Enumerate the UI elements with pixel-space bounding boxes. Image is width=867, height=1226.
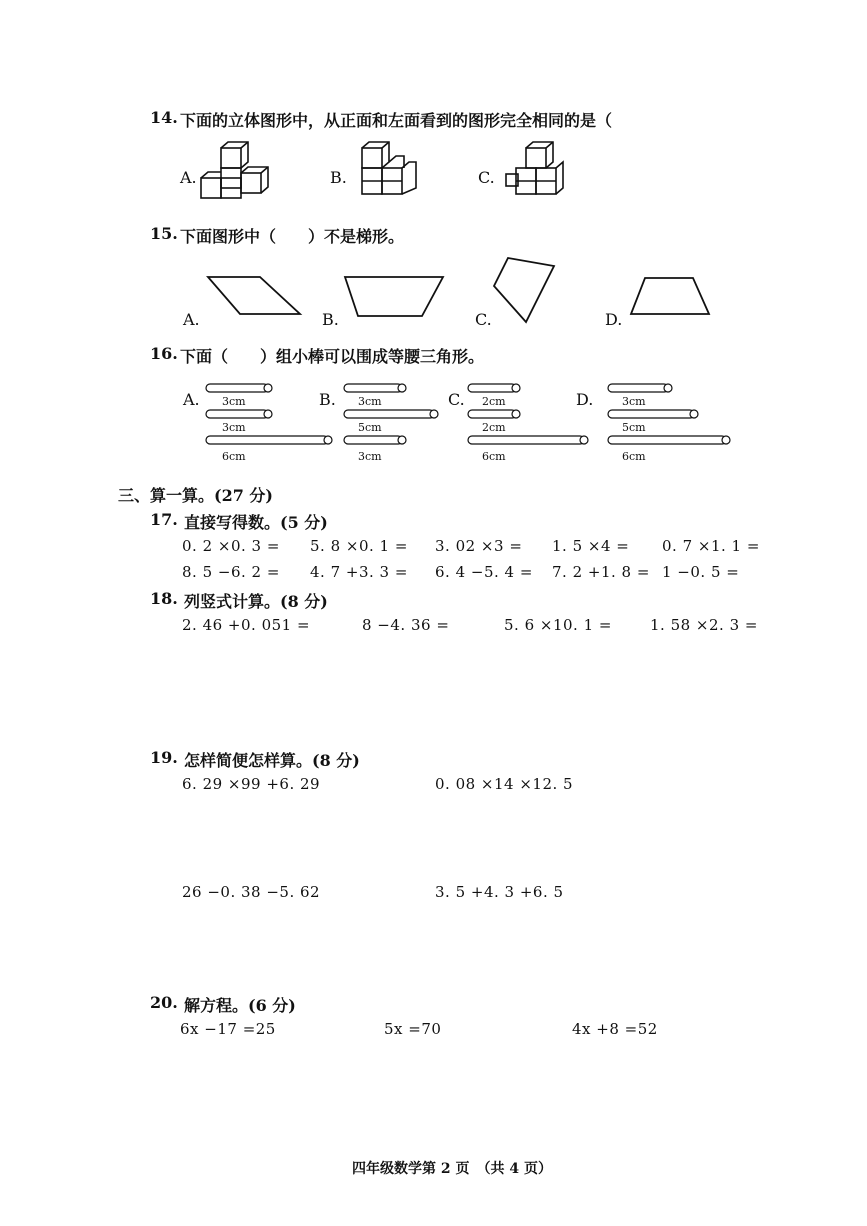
q16-c-stick-3-length: 6cm [482,450,506,463]
q17-item-10: 1 −0. 5 = [662,563,740,581]
q14-cube-figure-a [196,140,282,206]
q15-question: 下面图形中（ ）不是梯形。 [180,227,405,246]
q17-item-3: 3. 02 ×3 = [435,537,523,555]
q18-item-2: 8 −4. 36 = [362,616,450,634]
q14-cube-figure-b [356,140,422,206]
q16-d-stick-1-length: 3cm [622,395,646,408]
q16-option-d-label: D. [576,390,594,409]
page-footer: 四年级数学第 2 页 （共 4 页） [352,1161,552,1177]
section-3-title: 三、算一算。(27 分) [118,486,273,505]
q17-item-8: 6. 4 −5. 4 = [435,563,533,581]
q16-number: 16. [150,344,178,363]
q19-item-1: 6. 29 ×99 +6. 29 [182,775,321,793]
q17-question: 直接写得数。(5 分) [184,513,328,532]
q16-d-stick-2-length: 5cm [622,421,646,434]
q16-a-stick-1-length: 3cm [222,395,246,408]
q16-option-c-label: C. [448,390,465,409]
q20-item-1: 6x −17 =25 [180,1020,276,1038]
q14-question: 下面的立体图形中，从正面和左面看到的图形完全相同的是（ [180,111,613,130]
q18-question: 列竖式计算。(8 分) [184,592,328,611]
q20-number: 20. [150,993,178,1012]
q20-question: 解方程。(6 分) [184,996,296,1015]
q16-question: 下面（ ）组小棒可以围成等腰三角形。 [180,347,485,366]
q16-b-stick-3-length: 3cm [358,450,382,463]
q16-b-stick-1-length: 3cm [358,395,382,408]
q16-a-stick-2-length: 3cm [222,421,246,434]
q16-d-stick-3-length: 6cm [622,450,646,463]
q17-item-4: 1. 5 ×4 = [552,537,630,555]
q17-item-1: 0. 2 ×0. 3 = [182,537,280,555]
q16-c-stick-2-length: 2cm [482,421,506,434]
q17-item-2: 5. 8 ×0. 1 = [310,537,408,555]
q15-option-b-label: B. [322,310,339,329]
q15-option-a-label: A. [183,310,200,329]
q15-option-d-label: D. [605,310,623,329]
q18-number: 18. [150,589,178,608]
q16-option-b-label: B. [319,390,336,409]
q17-item-7: 4. 7 +3. 3 = [310,563,408,581]
q19-item-2: 0. 08 ×14 ×12. 5 [435,775,574,793]
q17-item-5: 0. 7 ×1. 1 = [662,537,760,555]
q20-item-3: 4x +8 =52 [572,1020,658,1038]
q15-shape-d [625,272,715,320]
q19-item-4: 3. 5 +4. 3 +6. 5 [435,883,564,901]
q18-item-4: 1. 58 ×2. 3 = [650,616,758,634]
q17-item-9: 7. 2 +1. 8 = [552,563,650,581]
q17-item-6: 8. 5 −6. 2 = [182,563,280,581]
q18-item-3: 5. 6 ×10. 1 = [504,616,612,634]
q17-number: 17. [150,510,178,529]
q19-item-3: 26 −0. 38 −5. 62 [182,883,321,901]
q15-option-c-label: C. [475,310,492,329]
q15-shape-a [200,270,310,320]
q14-number: 14. [150,108,178,127]
q20-item-2: 5x =70 [384,1020,442,1038]
q14-option-a-label: A. [180,168,197,187]
q19-question: 怎样简便怎样算。(8 分) [184,751,360,770]
q16-option-a-label: A. [183,390,200,409]
q14-cube-figure-c [500,140,570,206]
q19-number: 19. [150,748,178,767]
q15-number: 15. [150,224,178,243]
q16-c-stick-1-length: 2cm [482,395,506,408]
q15-shape-c [490,254,560,326]
q16-sticks-b [342,382,442,462]
q14-option-b-label: B. [330,168,347,187]
q18-item-1: 2. 46 +0. 051 = [182,616,311,634]
q14-option-c-label: C. [478,168,495,187]
q16-b-stick-2-length: 5cm [358,421,382,434]
q15-shape-b [340,270,450,320]
q16-a-stick-3-length: 6cm [222,450,246,463]
